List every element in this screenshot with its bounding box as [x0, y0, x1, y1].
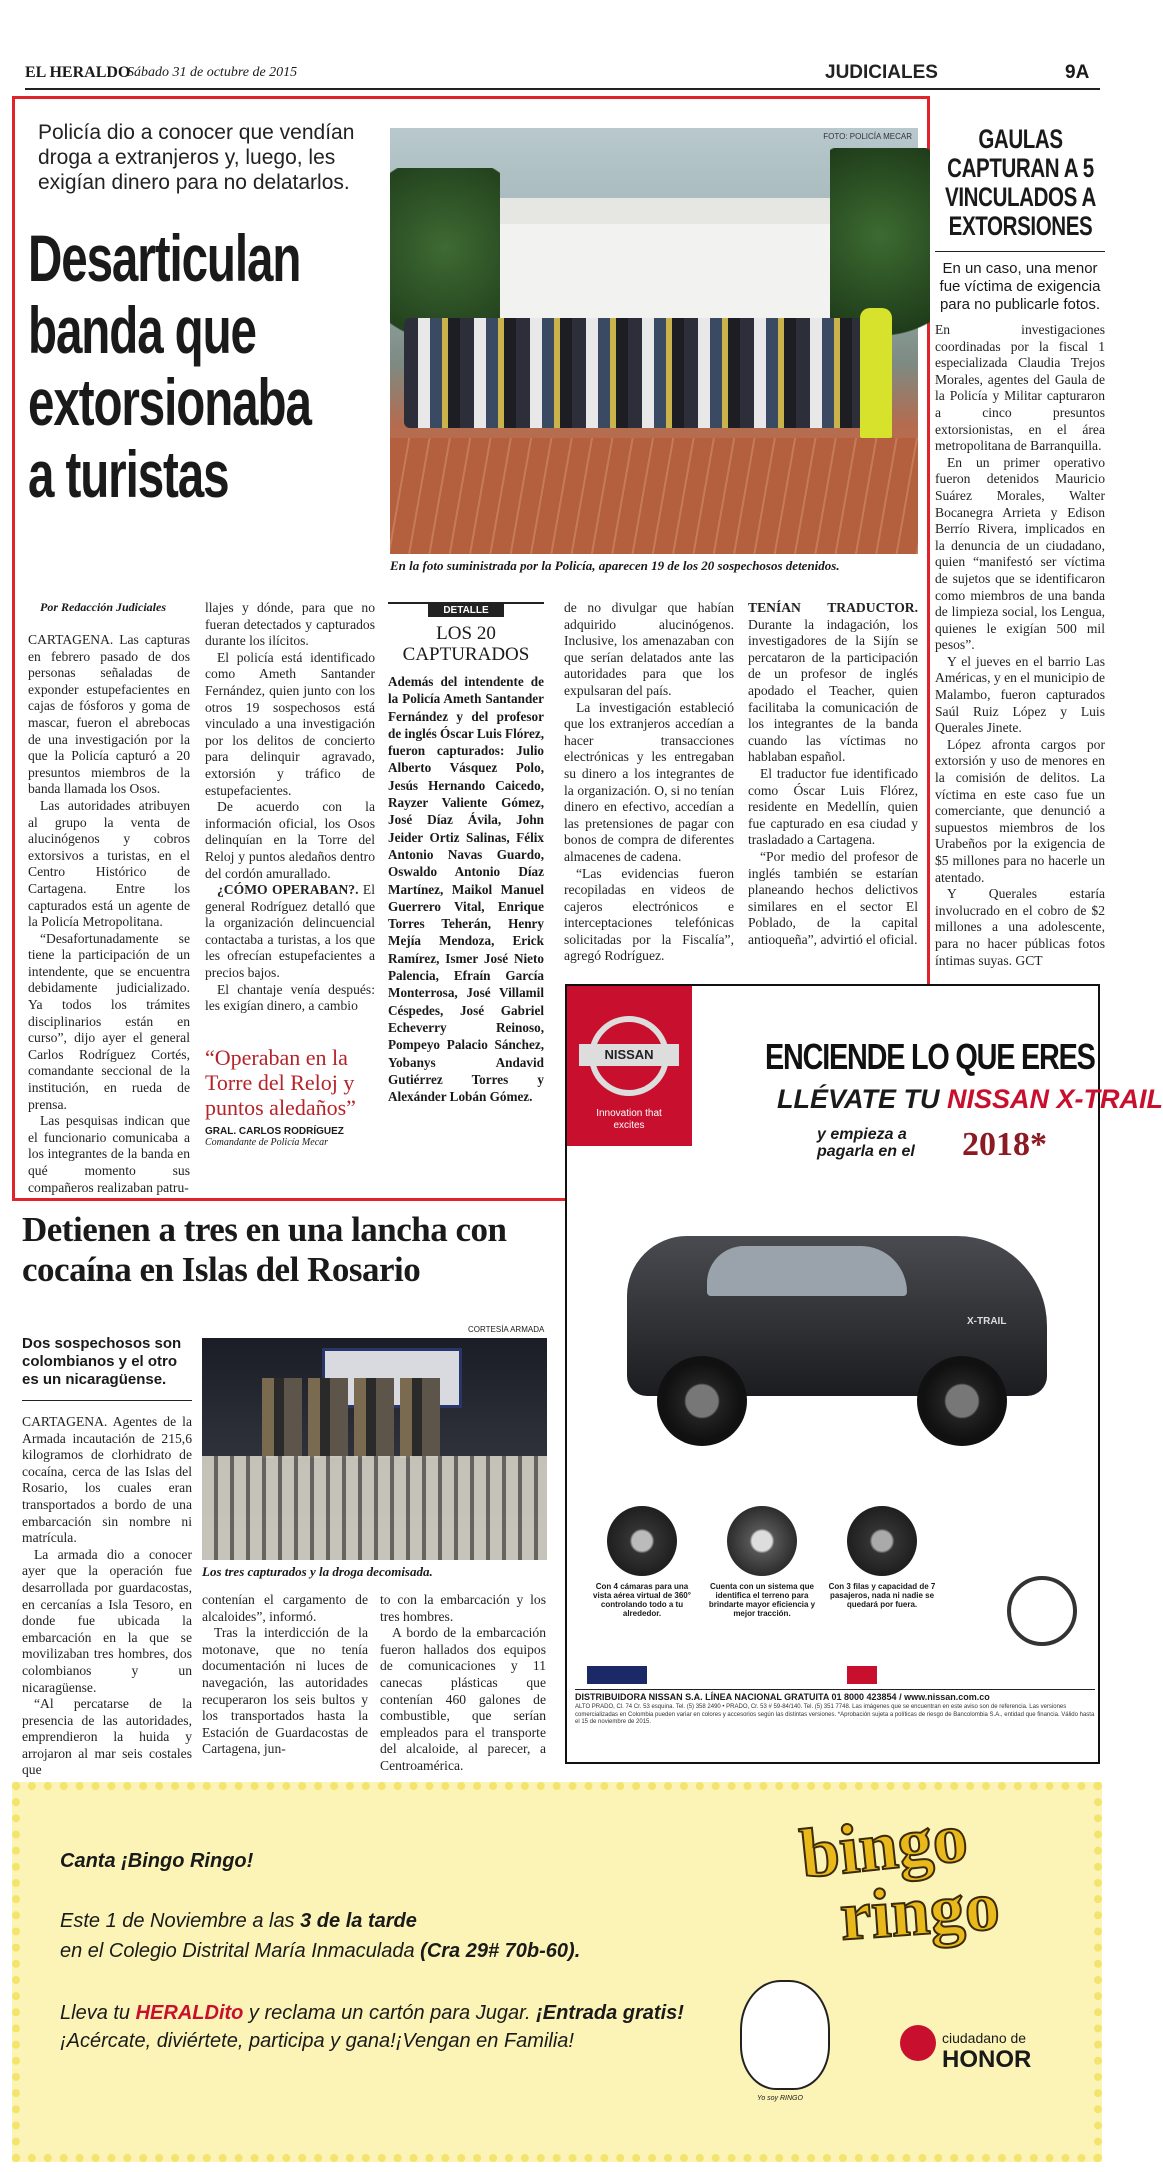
- bingo-line-2: [60, 1910, 417, 1933]
- second-deck-rule: [22, 1400, 192, 1401]
- second-body-col-3: [380, 1592, 546, 1775]
- drug-packages: [202, 1456, 547, 1560]
- body-column-5: [748, 600, 918, 948]
- bingo-text: en el Colegio Distrital María Inmaculada: [60, 1940, 421, 1962]
- main-deck: Policía dio a conocer que vendían droga a extranjeros y, luego, les exigían dinero para no delatarlos.: [38, 121, 355, 194]
- ad-title: ENCIENDE LO QUE ERES: [765, 1036, 1095, 1077]
- second-deck: Dos sospechosos son colombianos y el otro es un nicaragüense.: [22, 1335, 182, 1388]
- headline-line: banda que: [28, 293, 256, 367]
- paragraph: En un primer operativo fueron detenidos Mauricio Suárez Morales, Walter Bocanegra Arrieta y Edison Berrío Rivera, implicados en la denuncia de un ciudadano, quien “manifestó ser víctima de sujetos que se identificaron como miembros de una banda de limpieza social, los Lengua, quienes le exigían 500 mil pesos”.: [935, 454, 1105, 653]
- subhead: TENÍAN TRADUCTOR.: [748, 600, 918, 615]
- page-number: 9A: [1065, 62, 1090, 83]
- dog-mascot-icon: [740, 1980, 830, 2090]
- headline-line: Desarticulan: [28, 221, 301, 295]
- paragraph: El chantaje venía después: les exigían dinero, a cambio: [205, 981, 375, 1014]
- detail-body: Además del intendente de la Policía Ameth Santander Fernández y del profesor de inglés Óscar Luis Flórez, fueron capturados: Julio Alberto Vásquez Polo, Jesús Hernando Caicedo, Rayzer Valiente Gómez, José Díaz Ávila, John Jeider Ortiz Salinas, Félix Antonio Navas Guardo, Oswaldo Antonio Díaz Martínez, Maikol Manuel Guerrero Vital, Enrique Torres Teherán, Henry Mejía Mendoza, Erick Ramírez, Ismer José Nieto Palencia, Efraín García Monterrosa, José Villamil Céspedes, José Gabriel Echeverry Reinoso, Pompeyo Palacio Sánchez, Yobanys Andavid Gutiérrez Torres y Alexánder Lobán Gómez.: [388, 674, 544, 1105]
- civic-label: ciudadano de: [942, 2030, 1027, 2046]
- sidebar-body: [935, 322, 1105, 969]
- roof: [470, 198, 870, 224]
- paragraph: Las autoridades atribuyen al grupo la venta de alucinógenos y cobros extorsivos a turistas, en el Centro Histórico de Cartagena. Entre los capturados está un agente de la Policía Metropolitana.: [28, 797, 190, 930]
- brand-strip: [587, 1666, 1087, 1684]
- nissan-logo-panel: [567, 986, 692, 1146]
- fine-print: ALTO PRADO, Cl. 74 Cr. 53 esquina. Tel. (5) 358 2490 • PRADO, Cr. 53 # 59-84/140. Tel. (5) 351 7748. Las imágenes que se encuentran en este aviso son de referencia. Las versiones comercializadas en Colombia pueden variar en colores y accesorios según las distintas versiones. *Aprobación sujeta a políticas de riesgo de Bancolombia S.A., entidad que financia. Válido hasta el 15 de noviembre de 2015.: [575, 1704, 1095, 1725]
- second-headline: Detienen a tres en una lancha con cocaína en Islas del Rosario: [22, 1210, 507, 1289]
- section-name: JUDICIALES: [825, 62, 938, 83]
- car-wheel: [657, 1356, 747, 1446]
- sidebar-deck: En un caso, una menor fue víctima de exigencia para no publicarle fotos.: [939, 260, 1101, 313]
- seats-icon: [847, 1506, 917, 1576]
- body-column-4: [564, 600, 734, 965]
- knob-icon: [727, 1506, 797, 1576]
- second-photo: [202, 1338, 547, 1560]
- sidebar-story: [935, 125, 1105, 969]
- paragraph: llajes y dónde, para que no fueran detectados y capturados durante los ilícitos.: [205, 600, 375, 649]
- masthead: [25, 62, 1100, 88]
- header-rule: [25, 88, 1100, 90]
- paragraph: El policía está identificado como Ameth Santander Fernández, quien junto con los otros 19 sospechosos está vinculado a una investigación por los delitos de concierto para delinquir agravado, extorsión y tráfico de estupefacientes.: [205, 649, 375, 798]
- paragraph: “Al percatarse de la presencia de las autoridades, emprendieron la huida y arrojaron al mar seis costales que: [22, 1696, 192, 1778]
- body-column-2: [205, 600, 375, 1015]
- bingo-logo-word: bingo: [796, 1799, 972, 1894]
- bingo-line-4: [60, 2002, 684, 2025]
- feature-text: Cuenta con un sistema que identifica el terreno para brindarte mayor eficiencia y mejor tracción.: [708, 1582, 816, 1618]
- paragraph: Y el jueves en el barrio Las Américas, y en el municipio de Malambo, fueron capturados Saúl Ruiz López y Luis Querales Jinete.: [935, 653, 1105, 736]
- bingo-line-3: [60, 1940, 580, 1963]
- suspects-group: [404, 318, 874, 428]
- pull-quote: [205, 1045, 375, 1148]
- dealer-line: DISTRIBUIDORA NISSAN S.A. LÍNEA NACIONAL GRATUITA 01 8000 423854 / www.nissan.com.co: [575, 1689, 1095, 1702]
- officers: [262, 1378, 442, 1458]
- award-seal-icon: [1007, 1576, 1077, 1646]
- second-caption: Los tres capturados y la droga decomisada.: [202, 1564, 433, 1579]
- nissan-advertisement[interactable]: [565, 984, 1163, 1764]
- feature-1: [587, 1506, 697, 1618]
- main-caption: En la foto suministrada por la Policía, aparecen 19 de los 20 sospechosos detenidos.: [390, 558, 840, 573]
- paper-name: EL HERALDO: [25, 64, 131, 81]
- body-column-1: [28, 632, 190, 1196]
- paragraph: Tras la interdicción de la motonave, que no tenía documentación ni luces de navegación, las autoridades recuperaron los seis bultos y los transportados hasta la Estación de Guardacostas de Cartagena, jun-: [202, 1625, 368, 1757]
- nissan-brand: NISSAN: [579, 1044, 679, 1066]
- quote-role: Comandante de Policía Mecar: [205, 1137, 329, 1148]
- bingo-text: Lleva tu: [60, 2002, 136, 2024]
- civic-label-2: HONOR: [942, 2046, 1032, 2073]
- paragraph: contenían el cargamento de alcaloides”, informó.: [202, 1592, 368, 1624]
- paragraph: A bordo de la embarcación fueron hallados dos equipos de comunicaciones y 11 canecas plásticas que contenían 460 galones de combustible, que serían empleados para el transporte del alcaloide, al parecer, a Centroamérica.: [380, 1625, 546, 1773]
- ad-line2: [777, 1084, 1163, 1115]
- subhead: ¿CÓMO OPERABAN?.: [217, 882, 359, 898]
- bingo-free: ¡Entrada gratis!: [536, 2002, 684, 2024]
- tiled-floor: [390, 438, 918, 554]
- second-photo-credit: CORTESÍA ARMADA: [468, 1325, 545, 1334]
- quote-text: “Operaban en la Torre del Reloj y puntos aledaños”: [205, 1045, 356, 1120]
- paragraph: “Por medio del profesor de inglés también se estarían planeando hechos delictivos similares en el sector El Poblado, de la capital antioqueña”, advirtió el oficial.: [748, 848, 918, 947]
- paragraph: “Desafortunadamente se tiene la participación de un intendente, que se encuentra debidamente judicializado. Ya todos los trámites disciplinarios están en curso”, dijo ayer el general Carlos Rodríguez Cortés, comandante seccional de la institución, en rueda de prensa.: [28, 930, 190, 1112]
- paragraph: [748, 600, 918, 766]
- heraldito-logo: HERALDito: [135, 2002, 244, 2024]
- paragraph: La investigación estableció que los extranjeros accedían a hacer transacciones electrónicas y les entregaban su dinero a los integrantes de la organización. O, si no tenían dinero en efectivo, accedían a las pretensiones de pagar con bonos de compra de diferentes almacenes de cadena.: [564, 699, 734, 864]
- feature-text: Con 4 cámaras para una vista aérea virtual de 360° controlando todo a tu alrededor.: [593, 1582, 691, 1618]
- paragraph: En investigaciones coordinadas por la fiscal 1 especializada Claudia Trejos Morales, agentes del Gaula de la Policía y Militar capturaron a cinco presuntos extorsionistas, en el área metropolitana de Barranquilla.: [935, 322, 1105, 454]
- civic-seal-icon: [900, 2025, 936, 2061]
- main-headline: [28, 222, 388, 510]
- car-window: [707, 1246, 907, 1296]
- paragraph: to con la embarcación y los tres hombres.: [380, 1592, 546, 1624]
- paragraph: CARTAGENA. Agentes de la Armada incautación de 215,6 kilogramos de clorhidrato de cocaína, cerca de las Islas del Rosario, los cuales eran transportados a bordo de una embarcación sin nombre ni matrícula.: [22, 1414, 192, 1546]
- second-body-col-1: [22, 1414, 192, 1779]
- byline: Por Redacción Judiciales: [40, 600, 166, 614]
- paragraph: de no divulgar que habían adquirido alucinógenos. Inclusive, los amenazaban con que serían delatados ante las autoridades para que los expulsaran del país.: [564, 600, 734, 698]
- paragraph: El traductor fue identificado como Óscar Luis Flórez, residente en Medellín, quien fue capturado en esa ciudad y trasladado a Cartagena.: [748, 765, 918, 848]
- sidebar-rule: [935, 251, 1105, 252]
- paragraph: Las pesquisas indican que el funcionario comunicaba a los integrantes de la banda en qué momento sus compañeros realizaban patru-: [28, 1113, 190, 1195]
- paragraph: [205, 882, 375, 982]
- quote-name: GRAL. CARLOS RODRÍGUEZ: [205, 1126, 344, 1137]
- officer: [860, 308, 892, 438]
- ad-line2-a: LLÉVATE TU: [777, 1084, 940, 1114]
- ad-line3-a: y empieza a pagarla en el: [817, 1126, 915, 1160]
- second-body-col-2: [202, 1592, 368, 1758]
- nissan-tagline: Innovation that excites: [596, 1108, 662, 1131]
- bingo-text: Este 1 de Noviembre a las: [60, 1910, 301, 1932]
- feature-2: [707, 1506, 817, 1618]
- bingo-logo: [796, 1799, 1060, 2008]
- paragraph: Y Querales estaría involucrado en el cobro de $2 millones a una adolescente, para no hacer públicas fotos íntimas suyas. GCT: [935, 886, 1105, 968]
- paragraph: “Las evidencias fueron recopiladas en videos de cajeros electrónicos e interceptaciones telefónicas solicitadas por la Fiscalía”, agregó Rodríguez.: [564, 865, 734, 964]
- issue-date: Sábado 31 de octubre de 2015: [127, 65, 298, 80]
- camera-icon: [607, 1506, 677, 1576]
- bingo-line-5: ¡Acércate, diviértete, participa y gana!¡Vengan en Familia!: [60, 2030, 574, 2052]
- car-wheel: [917, 1356, 1007, 1446]
- sidebar-headline: GAULAS CAPTURAN A 5 VINCULADOS A EXTORSIONES: [945, 124, 1096, 241]
- feature-3: [827, 1506, 937, 1609]
- paragraph: CARTAGENA. Las capturas en febrero pasado de dos personas señaladas de exponder estupefacientes en cajas de fósforos y goma de mascar, fueron el abrebocas de una investigación por la que la Policía capturó a 20 presuntos miembros de la banda llamada los Osos.: [28, 632, 190, 797]
- bingo-advertisement[interactable]: [12, 1782, 1102, 2162]
- dog-caption: Yo soy RINGO: [757, 2095, 803, 2102]
- ad-year: 2018*: [962, 1126, 1047, 1163]
- headline-line: extorsionaba: [28, 365, 311, 439]
- photo-credit: FOTO: POLICÍA MECAR: [823, 132, 912, 141]
- bingo-time: 3 de la tarde: [300, 1910, 417, 1932]
- ringo-logo-word: ringo: [837, 1867, 1002, 1956]
- detail-label: DETALLE: [428, 604, 504, 617]
- paragraph: De acuerdo con la información oficial, los Osos delinquían en la Torre del Reloj y puntos aledaños dentro del cordón amurallado.: [205, 799, 375, 881]
- headline-line: a turistas: [28, 437, 229, 511]
- paragraph: La armada dio a conocer ayer que la operación fue desarrollada por guardacostas, en cercanías a Isla Tesoro, en donde fue ubicada la embarcación en la que se movilizaban tres hombres, dos colombianos y un nicaragüense.: [22, 1546, 192, 1695]
- bingo-address: (Cra 29# 70b-60).: [420, 1940, 581, 1962]
- paragraph-text: El general Rodríguez detalló que la organización delincuencial contactaba a turistas, a los que les ofrecían estupefacientes a precios bajos.: [205, 882, 376, 981]
- car-image: [587, 1176, 1087, 1476]
- car-badge: X-TRAIL: [967, 1316, 1007, 1327]
- ad-line2-b: NISSAN X-TRAIL: [947, 1084, 1163, 1114]
- feature-text: Con 3 filas y capacidad de 7 pasajeros, nada ni nadie se quedará por fuera.: [828, 1582, 936, 1609]
- detail-box: [388, 602, 544, 1105]
- paragraph-text: Durante la indagación, los investigadores de la Sijín se percataron de la participación de un profesor de inglés apodado el Teacher, quien facilitaba la comunicación de los integrantes de la banda cuando las víctimas no hablaban español.: [748, 616, 918, 765]
- bingo-text: y reclama un cartón para Jugar.: [243, 2002, 537, 2024]
- main-photo: [390, 128, 918, 554]
- detail-title: LOS 20 CAPTURADOS: [402, 623, 530, 665]
- paragraph: López afronta cargos por extorsión y uso de menores en la comisión de delitos. La víctima en este caso fue un comerciante, que denunció a supuestos miembros de los Urabeños por la exigencia de $5 millones para no hacerle un atentado.: [935, 736, 1105, 885]
- bingo-line-1: Canta ¡Bingo Ringo!: [60, 1850, 254, 1872]
